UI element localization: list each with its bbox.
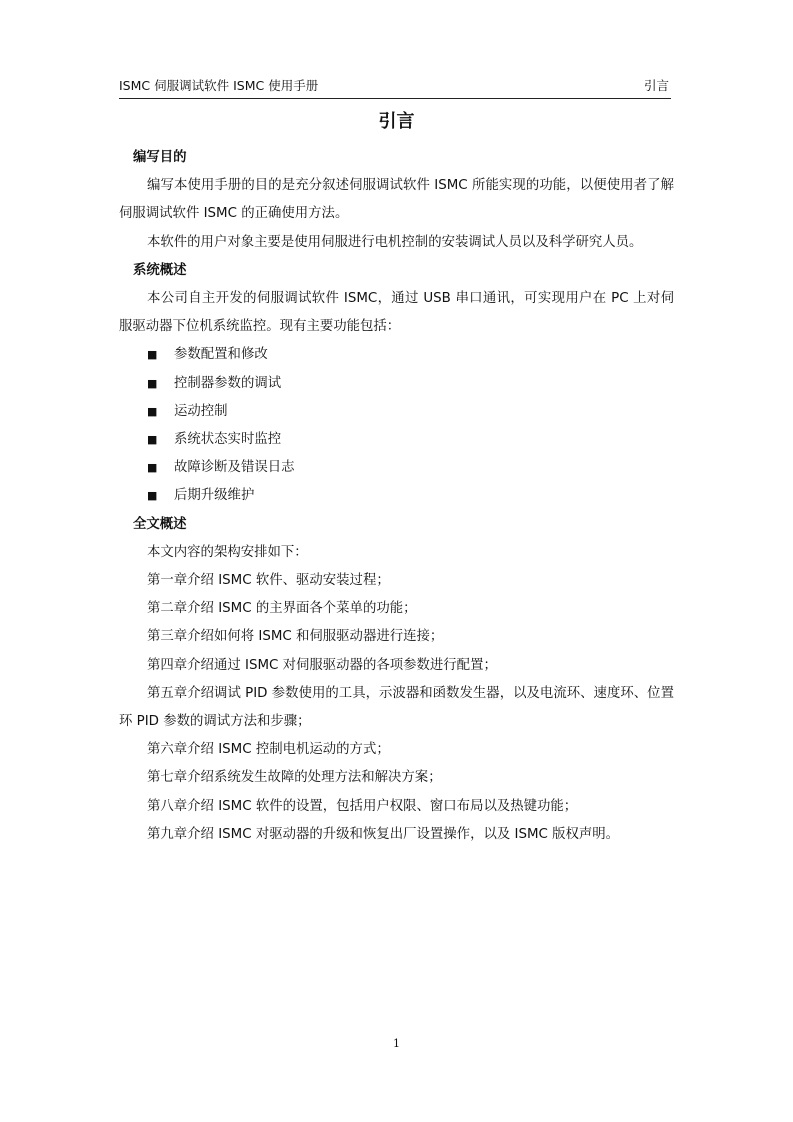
list-item-label: 参数配置和修改 (174, 347, 268, 363)
chapter-line: 第一章介绍 ISMC 软件、驱动安装过程； (147, 573, 390, 589)
page-header (119, 78, 671, 99)
chapter-line: 第二章介绍 ISMC 的主界面各个菜单的功能； (147, 601, 417, 617)
list-item-label: 后期升级维护 (174, 488, 255, 504)
page-body (119, 144, 674, 849)
list-item-label: 运动控制 (174, 403, 228, 419)
paragraph-purpose-2: 本软件的用户对象主要是使用伺服进行电机控制的安装调试人员以及科学研究人员。 (147, 234, 643, 250)
list-item (119, 426, 674, 454)
bullet-square-icon: ■ (147, 489, 158, 503)
bullet-square-icon: ■ (147, 348, 158, 362)
chapter-line: 第八章介绍 ISMC 软件的设置，包括用户权限、窗口布局以及热键功能； (147, 798, 578, 814)
list-item (119, 482, 674, 510)
heading-overview: 系统概述 (133, 262, 187, 278)
chapter-line: 第六章介绍 ISMC 控制电机运动的方式； (147, 742, 390, 758)
list-item (119, 398, 674, 426)
paragraph-purpose-1: 编写本使用手册的目的是充分叙述伺服调试软件 ISMC 所能实现的功能，以便使用者了解伺服调试软件 ISMC 的正确使用方法。 (119, 178, 674, 222)
list-item (119, 341, 674, 369)
heading-summary: 全文概述 (133, 516, 187, 532)
chapter-line: 第四章介绍通过 ISMC 对伺服驱动器的各项参数进行配置； (147, 657, 497, 673)
list-item (119, 454, 674, 482)
paragraph-summary-intro: 本文内容的架构安排如下： (147, 544, 308, 560)
paragraph-overview-1: 本公司自主开发的伺服调试软件 ISMC，通过 USB 串口通讯，可实现用户在 PC 上对伺服驱动器下位机系统监控。现有主要功能包括： (119, 291, 674, 335)
chapter-line: 第五章介绍调试 PID 参数使用的工具，示波器和函数发生器，以及电流环、速度环、位置环 PID 参数的调试方法和步骤； (119, 685, 674, 730)
bullet-square-icon: ■ (147, 376, 158, 390)
list-item-label: 故障诊断及错误日志 (174, 460, 295, 476)
heading-purpose: 编写目的 (133, 150, 187, 165)
list-item-label: 系统状态实时监控 (174, 432, 282, 448)
page-title: 引言 (378, 111, 415, 132)
bullet-square-icon: ■ (147, 461, 158, 475)
chapter-line: 第九章介绍 ISMC 对驱动器的升级和恢复出厂设置操作，以及 ISMC 版权声明。 (147, 826, 620, 842)
header-manual-title: ISMC 伺服调试软件 ISMC 使用手册 (119, 78, 319, 93)
chapter-line: 第七章介绍系统发生故障的处理方法和解决方案； (147, 770, 442, 786)
list-item (119, 370, 674, 398)
page-number: 1 (393, 1037, 400, 1050)
chapter-line: 第三章介绍如何将 ISMC 和伺服驱动器进行连接； (147, 629, 444, 645)
bullet-square-icon: ■ (147, 404, 158, 418)
header-section-name: 引言 (643, 78, 669, 93)
bullet-square-icon: ■ (147, 433, 158, 447)
list-item-label: 控制器参数的调试 (174, 375, 282, 391)
